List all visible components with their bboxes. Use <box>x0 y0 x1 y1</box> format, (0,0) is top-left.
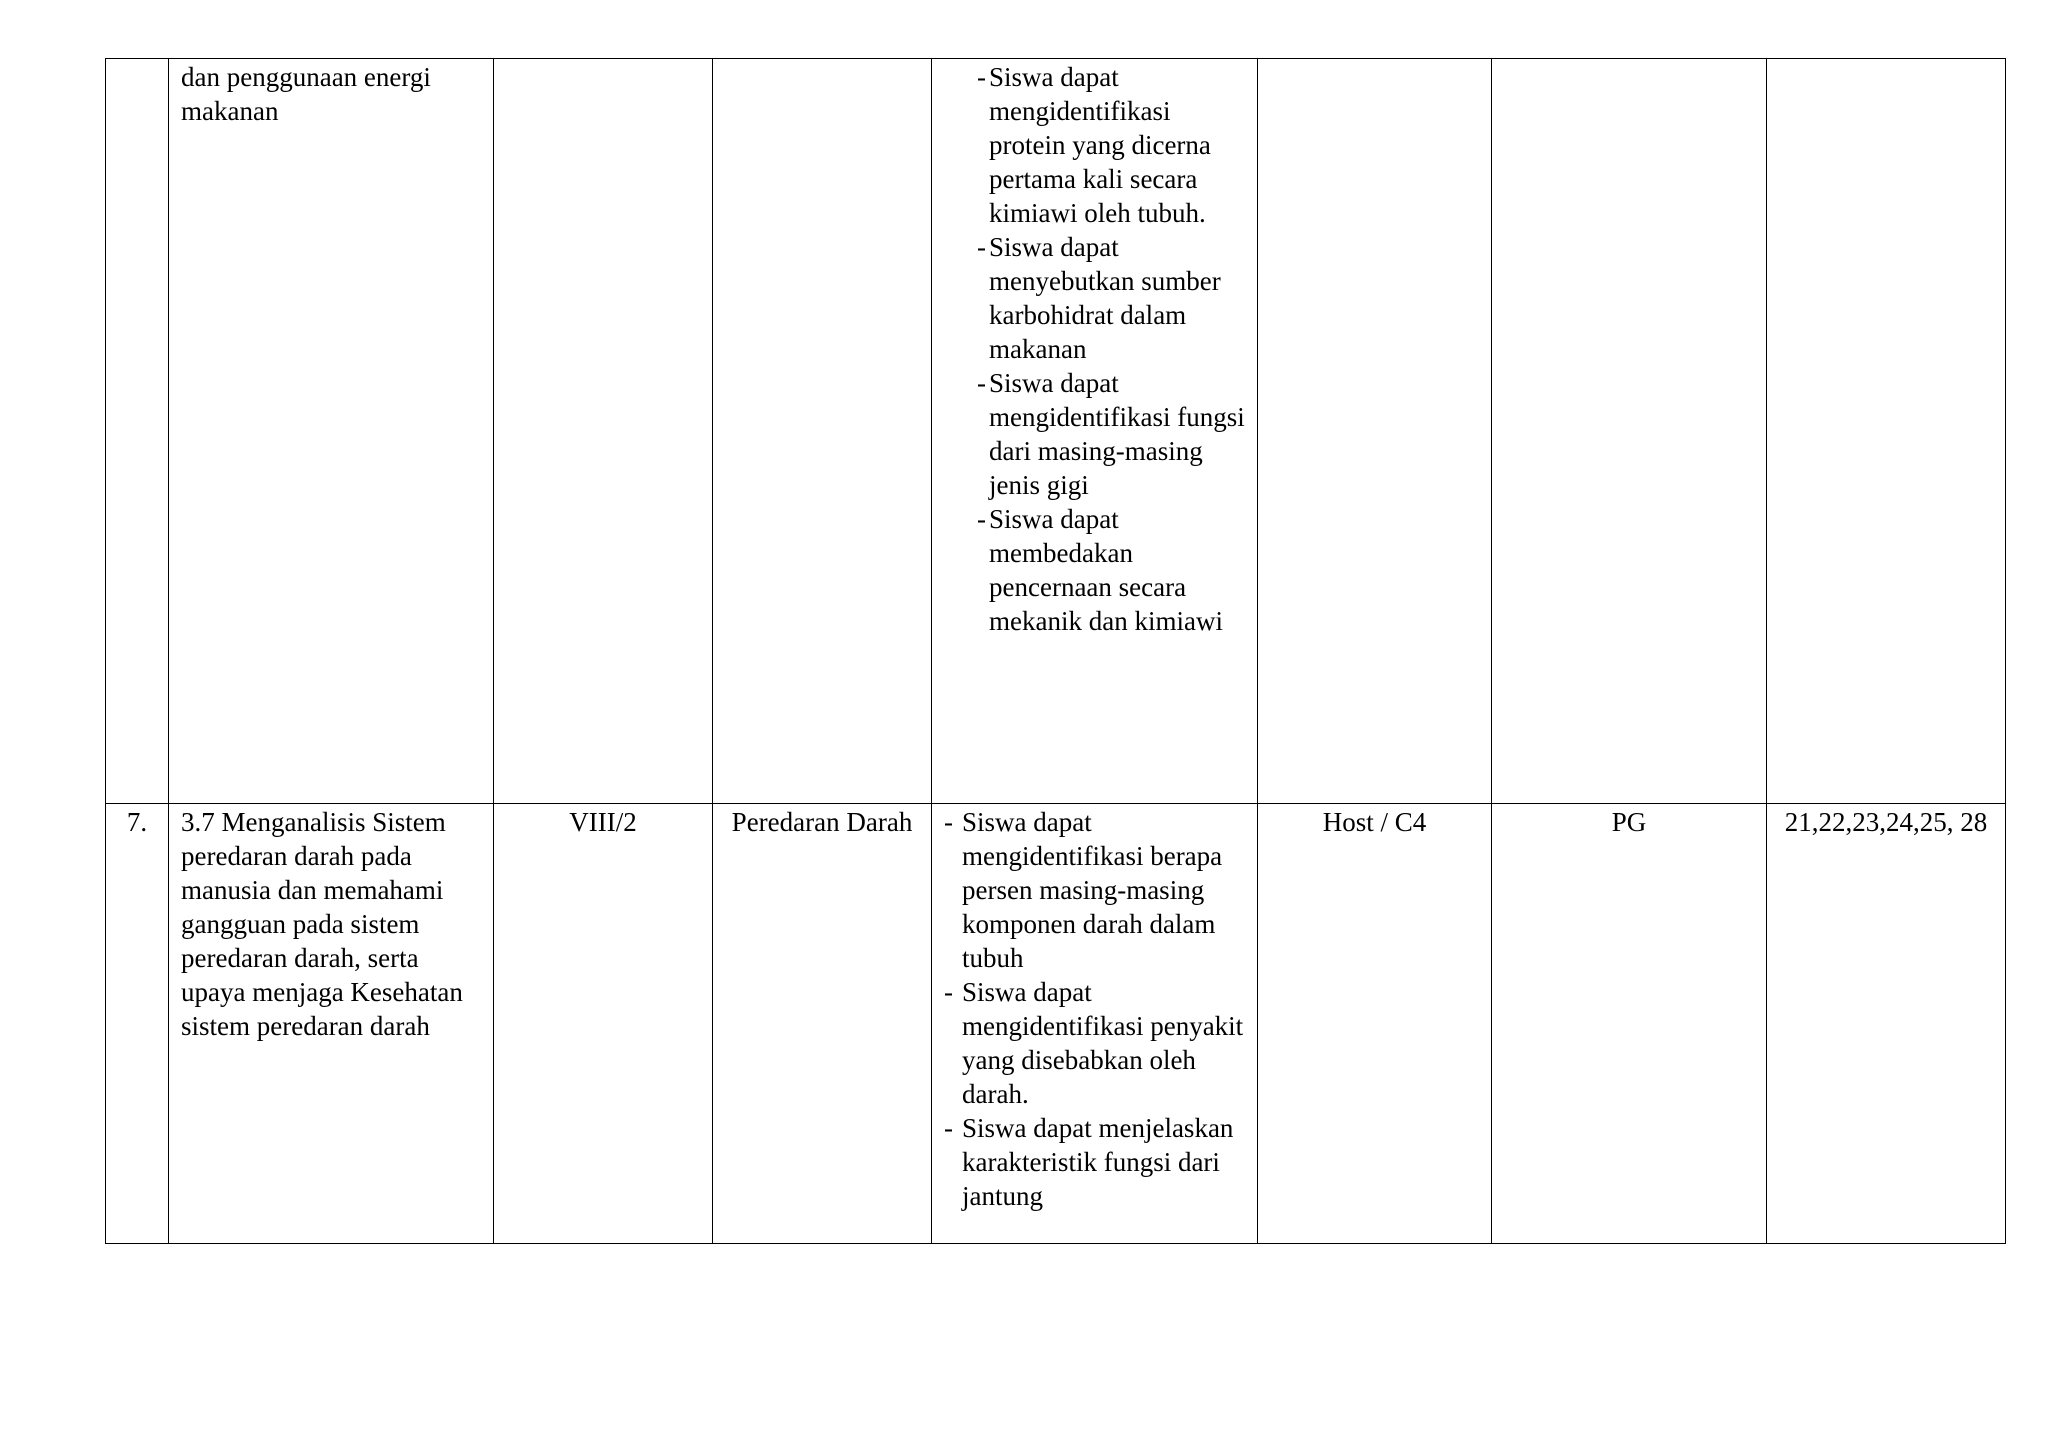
grid-table <box>105 58 2006 1244</box>
indicator-text: Siswa dapat mengidentifikasi berapa persen masing-masing komponen darah dalam tubuh <box>962 807 1223 973</box>
row-number-cell <box>106 59 169 804</box>
bullet-dash: - <box>977 504 986 534</box>
bullet-dash: - <box>977 368 986 398</box>
competency-cell: dan penggunaan energi makanan <box>169 59 494 804</box>
material-cell: Peredaran Darah <box>713 804 932 1244</box>
level-cell <box>1258 59 1492 804</box>
bullet-dash: - <box>944 807 953 837</box>
indicator-list <box>940 805 1249 1213</box>
bullet-dash: - <box>977 232 986 262</box>
indicator-list <box>932 60 1249 638</box>
table-row <box>106 804 2006 1244</box>
indicator-item <box>932 502 1249 638</box>
row-number-cell: 7. <box>106 804 169 1244</box>
indicator-item <box>932 366 1249 502</box>
indicator-item <box>932 230 1249 366</box>
item-numbers-cell: 21,22,23,24,25, 28 <box>1767 804 2006 1244</box>
indicator-cell <box>932 804 1258 1244</box>
indicator-text: Siswa dapat menjelaskan karakteristik fungsi dari jantung <box>962 1113 1234 1211</box>
indicator-text: Siswa dapat membedakan pencernaan secara mekanik dan kimiawi <box>989 504 1223 636</box>
indicator-text: Siswa dapat menyebutkan sumber karbohidrat dalam makanan <box>989 232 1221 364</box>
indicator-text: Siswa dapat mengidentifikasi fungsi dari masing-masing jenis gigi <box>989 368 1245 500</box>
class-semester-cell: VIII/2 <box>494 804 713 1244</box>
indicator-item <box>940 975 1249 1111</box>
form-cell: PG <box>1492 804 1767 1244</box>
bullet-dash: - <box>977 62 986 92</box>
indicator-text: Siswa dapat mengidentifikasi penyakit yang disebabkan oleh darah. <box>962 977 1244 1109</box>
form-cell <box>1492 59 1767 804</box>
indicator-cell <box>932 59 1258 804</box>
indicator-item <box>932 60 1249 230</box>
class-semester-cell <box>494 59 713 804</box>
level-cell: Host / C4 <box>1258 804 1492 1244</box>
material-cell <box>713 59 932 804</box>
indicator-item <box>940 805 1249 975</box>
indicator-text: Siswa dapat mengidentifikasi protein yang dicerna pertama kali secara kimiawi oleh tubuh. <box>989 62 1211 228</box>
indicator-item <box>940 1111 1249 1213</box>
item-numbers-cell <box>1767 59 2006 804</box>
bullet-dash: - <box>944 977 953 1007</box>
bullet-dash: - <box>944 1113 953 1143</box>
competency-cell: 3.7 Menganalisis Sistem peredaran darah pada manusia dan memahami gangguan pada sistem peredaran darah, serta upaya menjaga Kesehatan sistem peredaran darah <box>169 804 494 1244</box>
table-row <box>106 59 2006 804</box>
